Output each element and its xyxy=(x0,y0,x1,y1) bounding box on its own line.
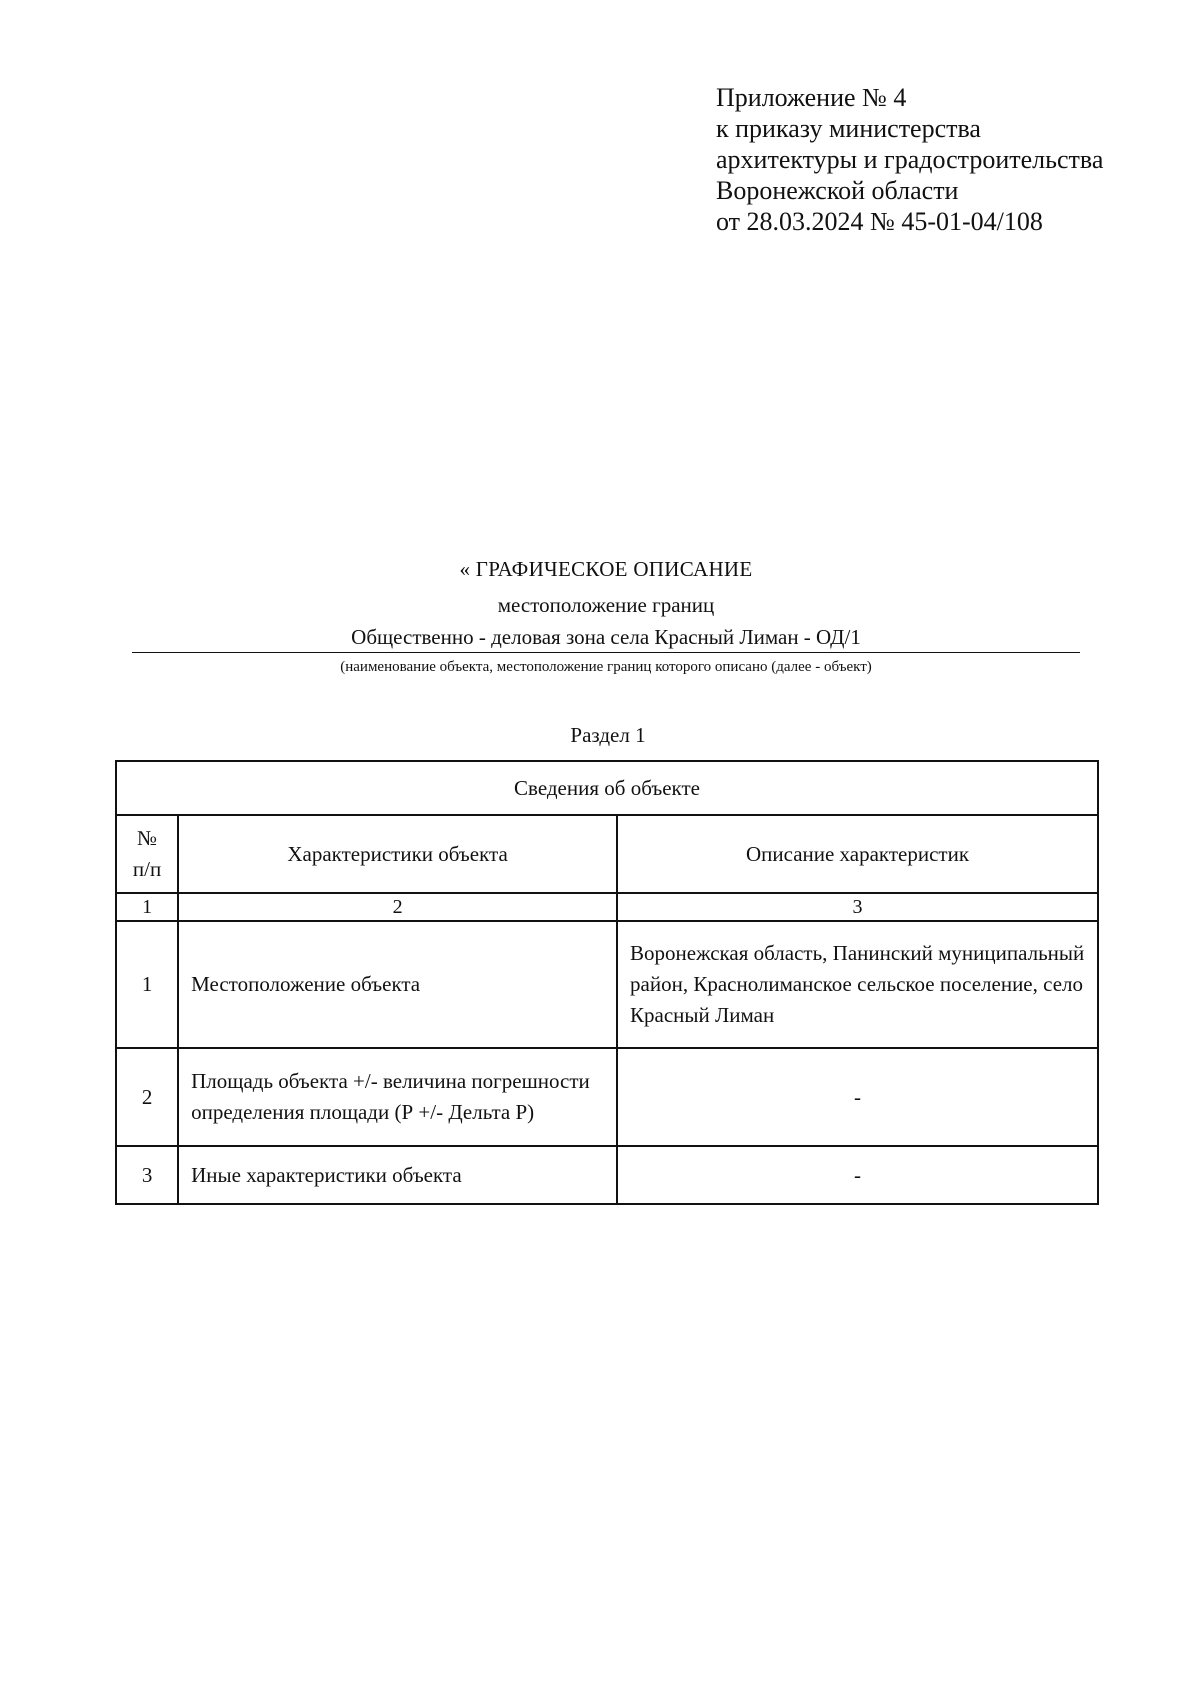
header-number-abbr: п/п xyxy=(132,857,162,881)
document-heading xyxy=(132,556,1080,677)
header-description: Описание характеристик xyxy=(617,815,1098,893)
column-number-row xyxy=(116,893,1098,921)
appendix-order-date: от 28.03.2024 № 45-01-04/108 xyxy=(716,207,1043,236)
row-characteristic: Иные характеристики объекта xyxy=(178,1146,617,1204)
row-description: Воронежская область, Панинский муниципальный район, Краснолиманское сельское поселение, село Красный Лиман xyxy=(617,921,1098,1048)
row-description: - xyxy=(617,1048,1098,1146)
header-characteristic: Характеристики объекта xyxy=(178,815,617,893)
appendix-header xyxy=(716,82,1103,237)
row-number: 1 xyxy=(116,921,178,1048)
appendix-number: Приложение № 4 xyxy=(716,83,907,112)
row-description: - xyxy=(617,1146,1098,1204)
row-characteristic: Местоположение объекта xyxy=(178,921,617,1048)
table-row xyxy=(116,921,1098,1048)
table-row xyxy=(116,1146,1098,1204)
column-number: 1 xyxy=(116,893,178,921)
appendix-ministry: архитектуры и градостроительства xyxy=(716,145,1104,174)
appendix-region: Воронежской области xyxy=(716,176,959,205)
column-number: 2 xyxy=(178,893,617,921)
document-subtitle: местоположение границ xyxy=(497,593,715,617)
object-info-table xyxy=(115,760,1099,1205)
document-title: « ГРАФИЧЕСКОЕ ОПИСАНИЕ xyxy=(459,557,753,581)
table-caption: Сведения об объекте xyxy=(116,761,1098,815)
row-number: 2 xyxy=(116,1048,178,1146)
appendix-order-ref: к приказу министерства xyxy=(716,114,981,143)
header-number-symbol: № xyxy=(137,826,158,850)
table-caption-row xyxy=(116,761,1098,815)
column-number: 3 xyxy=(617,893,1098,921)
object-name-caption: (наименование объекта, местоположение границ которого описано (далее - объект) xyxy=(340,659,872,675)
table-header-row xyxy=(116,815,1098,893)
section-label: Раздел 1 xyxy=(570,723,646,747)
table-row xyxy=(116,1048,1098,1146)
row-number: 3 xyxy=(116,1146,178,1204)
header-number xyxy=(116,815,178,893)
object-name: Общественно - деловая зона села Красный Лиман - ОД/1 xyxy=(132,624,1080,653)
row-characteristic: Площадь объекта +/- величина погрешности определения площади (Р +/- Дельта Р) xyxy=(178,1048,617,1146)
